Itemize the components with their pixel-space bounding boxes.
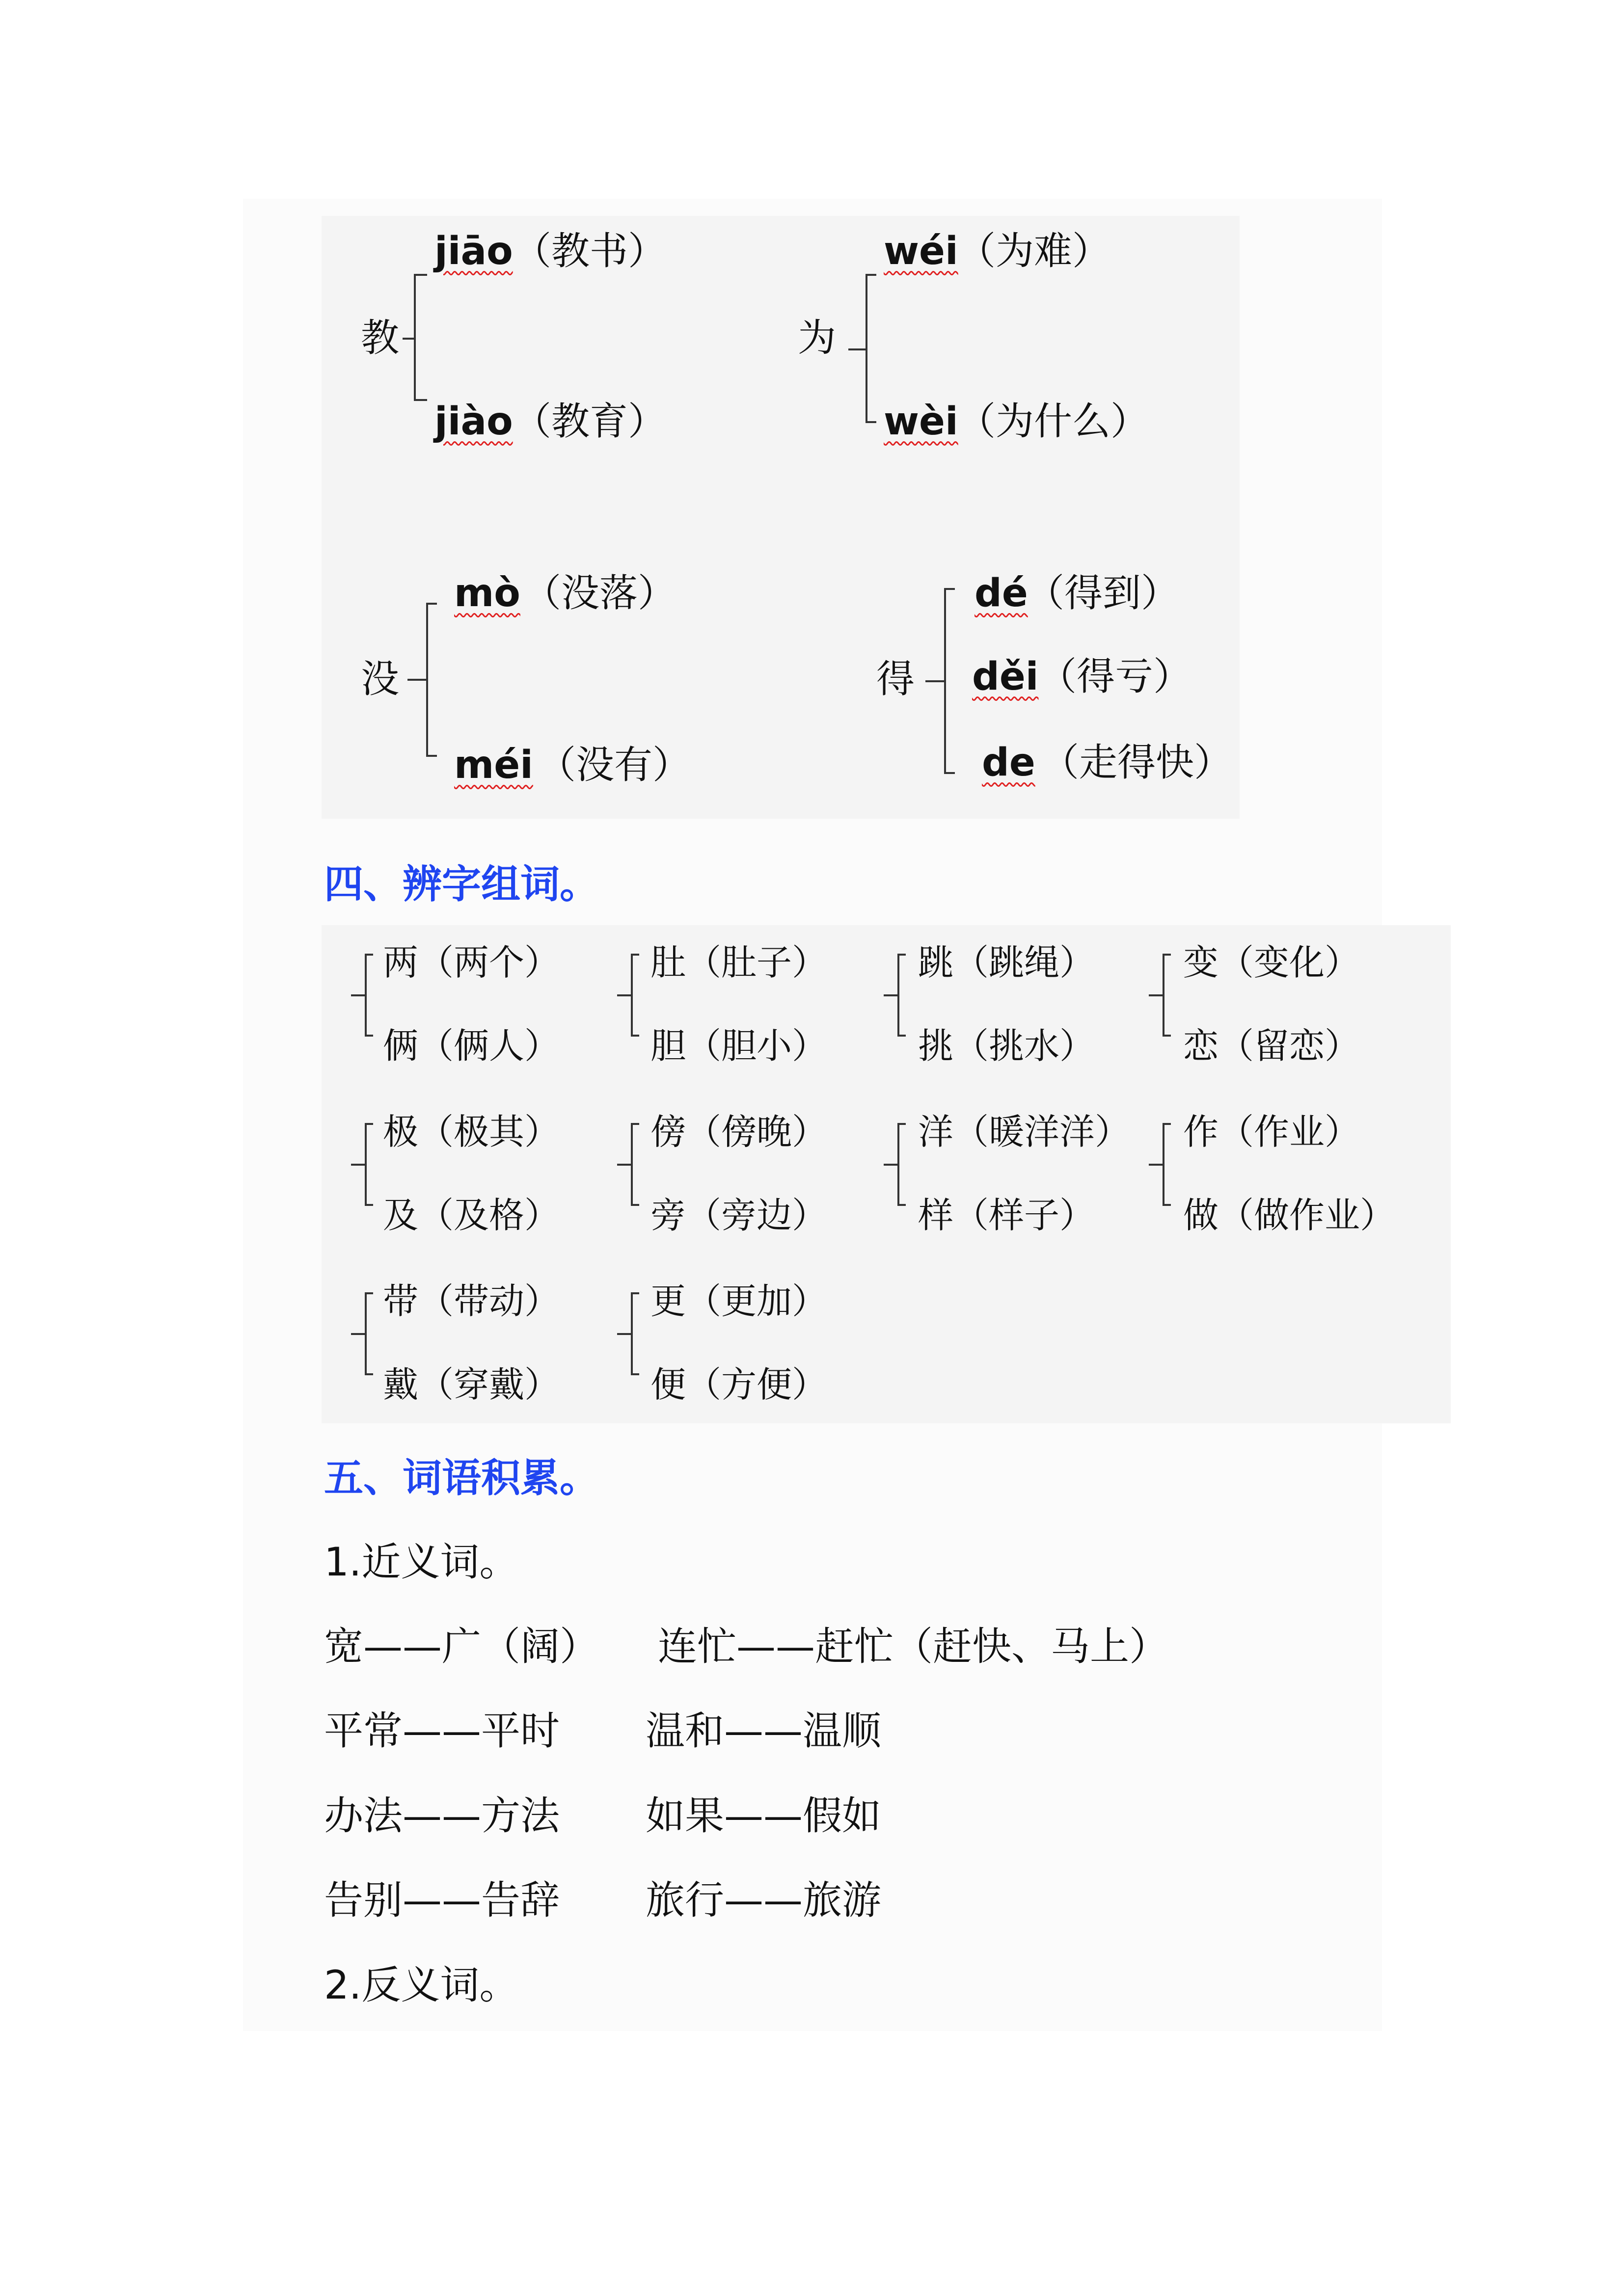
- pair-word: 胆（胆小）: [650, 1025, 828, 1067]
- pair-word: 带（带动）: [383, 1281, 560, 1322]
- subsection-label: 1.近义词。: [324, 1539, 519, 1585]
- section-heading: 五、词语积累。: [324, 1455, 599, 1501]
- pinyin: děi: [972, 655, 1039, 699]
- polyphone-char: 得: [876, 657, 915, 701]
- synonym-pair: 告别——告辞: [324, 1877, 560, 1923]
- word-example: （教育）: [513, 400, 667, 444]
- pair-word: 做（做作业）: [1183, 1195, 1396, 1236]
- polyphone-char: 为: [798, 316, 837, 360]
- word-example: （为什么）: [957, 400, 1149, 444]
- pair-word: 跳（跳绳）: [918, 942, 1095, 983]
- synonym-pair: 旅行——旅游: [646, 1877, 881, 1923]
- pair-word: 便（方便）: [650, 1364, 828, 1405]
- synonym-pair: 办法——方法: [324, 1793, 560, 1839]
- word-example: （得到）: [1026, 571, 1180, 615]
- pair-word: 挑（挑水）: [918, 1025, 1095, 1067]
- synonym-pair: 连忙——赶忙（赶快、马上）: [658, 1624, 1168, 1669]
- synonym-pair: 平常——平时: [324, 1708, 560, 1754]
- pair-word: 傍（傍晚）: [650, 1111, 828, 1152]
- pinyin: wèi: [884, 400, 958, 444]
- pinyin: de: [982, 741, 1035, 785]
- pair-word: 恋（留恋）: [1183, 1025, 1360, 1067]
- pair-word: 俩（俩人）: [383, 1025, 560, 1067]
- word-example: （走得快）: [1041, 741, 1233, 785]
- pinyin: méi: [454, 743, 533, 787]
- pair-word: 样（样子）: [918, 1195, 1095, 1236]
- pair-word: 两（两个）: [383, 942, 560, 983]
- bracket-de: [945, 589, 955, 773]
- word-example: （教书）: [513, 229, 667, 273]
- pair-word: 极（极其）: [383, 1111, 560, 1152]
- pair-word: 更（更加）: [650, 1281, 828, 1322]
- synonym-pair: 温和——温顺: [646, 1708, 881, 1754]
- bracket-wei: [866, 275, 876, 422]
- polyphone-char: 教: [361, 316, 400, 360]
- pair-word: 变（变化）: [1183, 942, 1360, 983]
- word-example: （得亏）: [1038, 655, 1192, 699]
- pinyin: dé: [974, 571, 1028, 615]
- polyphone-char: 没: [361, 657, 400, 701]
- synonym-pair: 如果——假如: [646, 1793, 881, 1839]
- pinyin: jiāo: [434, 229, 513, 273]
- word-example: （为难）: [957, 229, 1111, 273]
- pinyin: jiào: [434, 400, 513, 444]
- bracket-mo: [427, 604, 437, 756]
- word-example: （没有）: [538, 743, 691, 787]
- pair-word: 及（及格）: [383, 1195, 560, 1236]
- pair-word: 肚（肚子）: [650, 942, 828, 983]
- pair-word: 戴（穿戴）: [383, 1364, 560, 1405]
- word-example: （没落）: [523, 571, 677, 615]
- bracket-jiao: [415, 275, 427, 400]
- pair-word: 洋（暖洋洋）: [918, 1111, 1131, 1152]
- subsection-label: 2.反义词。: [324, 1962, 519, 2008]
- section-heading: 四、辨字组词。: [324, 861, 599, 907]
- pinyin: mò: [454, 571, 520, 615]
- pair-word: 旁（旁边）: [650, 1195, 828, 1236]
- synonym-pair: 宽——广（阔）: [324, 1624, 599, 1669]
- pinyin: wéi: [884, 229, 958, 273]
- pair-word: 作（作业）: [1183, 1111, 1360, 1152]
